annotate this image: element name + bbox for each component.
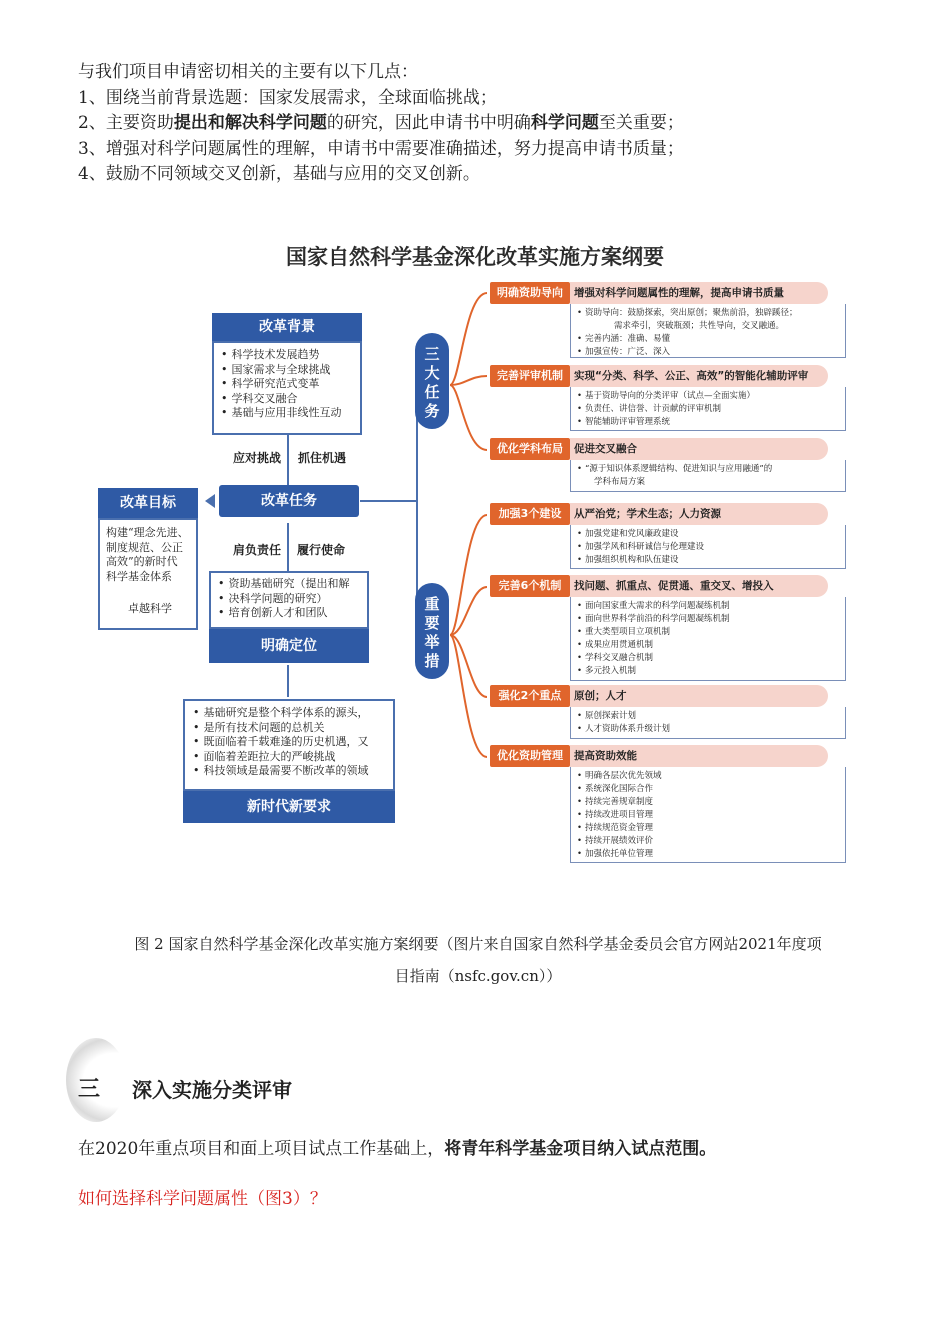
list-item: • 科学研究范式变革 [221, 377, 360, 392]
measure-header: 增强对科学问题属性的理解，提高申请书质量 [570, 282, 828, 304]
point-2: 2、主要资助提出和解决科学问题的研究，因此申请书中明确科学问题至关重要； [78, 113, 684, 133]
question-heading: 如何选择科学问题属性（图3）？ [78, 1189, 327, 1209]
list-item: 学科布局方案 [594, 477, 646, 487]
list-item: • 重大类型项目立项机制 [577, 626, 845, 639]
measure-tag: 优化资助管理 [490, 745, 570, 767]
list-item: • 学科交叉融合 [221, 392, 360, 407]
three-tasks-oval: 三大任务 [415, 333, 449, 429]
section-heading [78, 1038, 478, 1128]
list-item: • 培育创新人才和团队 [218, 606, 367, 621]
key-measures-oval: 重要举措 [415, 583, 449, 679]
figure-title: 国家自然科学基金深化改革实施方案纲要 [286, 245, 664, 269]
goal-result: 卓越科学 [128, 602, 172, 615]
list-item: • 资助导向：鼓励探索，突出原创；聚焦前沿，独辟蹊径； [577, 307, 845, 320]
emphasis-text: 提出和解决科学问题 [173, 113, 327, 133]
intro-points [78, 60, 684, 188]
measure-header: 从严治党；学术生态；人力资源 [570, 503, 828, 525]
measure-tag: 完善6个机制 [490, 575, 570, 597]
list-item: • 学科交叉融合机制 [577, 652, 845, 665]
list-item: • 持续规范资金管理 [577, 822, 845, 835]
measure-body [570, 525, 846, 569]
measure-tag: 明确资助导向 [490, 282, 570, 304]
list-item: • 面向世界科学前沿的科学问题凝练机制 [577, 613, 845, 626]
body-paragraph: 在2020年重点项目和面上项目试点工作基础上，将青年科学基金项目纳入试点范围。 [78, 1139, 717, 1159]
intro-lead: 与我们项目申请密切相关的主要有以下几点： [78, 62, 418, 82]
measure-tag: 强化2个重点 [490, 685, 570, 707]
measure-body [570, 767, 846, 863]
point-3: 3、增强对科学问题属性的理解，申请书中需要准确描述，努力提高申请书质量； [78, 138, 684, 159]
list-item: • 决科学问题的研究） [218, 592, 367, 607]
label-opportunity: 抓住机遇 [298, 451, 347, 465]
list-item: • 明确各层次优先领域 [577, 770, 845, 783]
list-item: • 智能辅助评审管理系统 [577, 416, 845, 429]
list-item: • “源于知识体系逻辑结构、促进知识与应用融通”的 [577, 463, 845, 476]
list-item: • 面临着差距拉大的严峻挑战 [193, 750, 393, 765]
newera-header: 新时代新要求 [183, 791, 395, 823]
goal-box: 构建“理念先进、 制度规范、公正 高效”的新时代 科学基金体系 卓越科学 [98, 518, 198, 630]
task-header: 改革任务 [219, 485, 359, 517]
list-item: • 持续开展绩效评价 [577, 835, 845, 848]
measure-body [570, 460, 846, 492]
list-item: • 人才资助体系升级计划 [577, 723, 845, 736]
list-item: • 多元投入机制 [577, 665, 845, 678]
list-item: • 持续改进项目管理 [577, 809, 845, 822]
goal-header: 改革目标 [98, 488, 198, 518]
point-1: 1、围绕当前背景选题：国家发展需求，全球面临挑战； [78, 87, 497, 108]
list-item: • 持续完善规章制度 [577, 796, 845, 809]
list-item: • 成果应用贯通机制 [577, 639, 845, 652]
reform-outline-figure [95, 235, 855, 865]
list-item: • 原创探索计划 [577, 710, 845, 723]
list-item: • 基础与应用非线性互动 [221, 406, 360, 421]
emphasis-text: 将青年科学基金项目纳入试点范围。 [444, 1139, 717, 1159]
list-item: • 加强依托单位管理 [577, 848, 845, 861]
label-mission: 履行使命 [297, 543, 346, 557]
measure-body [570, 597, 846, 681]
measure-header: 找问题、抓重点、促贯通、重交叉、增投入 [570, 575, 828, 597]
measure-body [570, 387, 846, 431]
list-item: • 加强党建和党风廉政建设 [577, 528, 845, 541]
list-item: • 是所有技术问题的总机关 [193, 721, 393, 736]
figure-caption: 图 2 国家自然科学基金深化改革实施方案纲要（图片来自国家自然科学基金委员会官方网站2021年度项 目指南（nsfc.gov.cn）） [134, 935, 822, 985]
measure-header: 提高资助效能 [570, 745, 828, 767]
list-item: • 完善内涵：准确、易懂 [577, 333, 845, 346]
list-item: • 加强组织机构和队伍建设 [577, 554, 845, 567]
measure-tag: 完善评审机制 [490, 365, 570, 387]
position-box [209, 571, 369, 629]
list-item: • 既面临着千载难逢的历史机遇，又 [193, 735, 393, 750]
list-item: • 基于资助导向的分类评审（试点—全面实施） [577, 390, 845, 403]
position-header: 明确定位 [209, 629, 369, 663]
measure-header: 促进交叉融合 [570, 438, 828, 460]
background-header: 改革背景 [212, 313, 362, 341]
list-item: • 系统深化国际合作 [577, 783, 845, 796]
background-box [212, 341, 362, 435]
list-item: 需求牵引，突破瓶颈；共性导向，交叉融通。 [614, 321, 785, 331]
label-responsibility: 肩负责任 [233, 543, 282, 557]
list-item: • 科学技术发展趋势 [221, 348, 360, 363]
list-item: • 国家需求与全球挑战 [221, 363, 360, 378]
emphasis-text: 科学问题 [530, 113, 599, 133]
section-number: 三 [78, 1077, 101, 1102]
measure-header: 原创；人才 [570, 685, 828, 707]
measure-header: 实现“分类、科学、公正、高效”的智能化辅助评审 [570, 365, 828, 387]
list-item: • 负责任、讲信誉、计贡献的评审机制 [577, 403, 845, 416]
list-item: • 资助基础研究（提出和解 [218, 577, 367, 592]
measure-body [570, 304, 846, 358]
list-item: • 面向国家重大需求的科学问题凝练机制 [577, 600, 845, 613]
measure-body [570, 707, 846, 739]
section-title: 深入实施分类评审 [132, 1078, 292, 1102]
newera-box [183, 699, 395, 791]
label-challenge: 应对挑战 [233, 451, 282, 465]
point-4: 4、鼓励不同领域交叉创新，基础与应用的交叉创新。 [78, 164, 480, 184]
list-item: • 加强学风和科研诚信与伦理建设 [577, 541, 845, 554]
measure-tag: 优化学科布局 [490, 438, 570, 460]
list-item: • 加强宣传：广泛、深入 [577, 346, 845, 359]
list-item: • 基础研究是整个科学体系的源头， [193, 706, 393, 721]
list-item: • 科技领域是最需要不断改革的领域 [193, 764, 393, 779]
measure-tag: 加强3个建设 [490, 503, 570, 525]
